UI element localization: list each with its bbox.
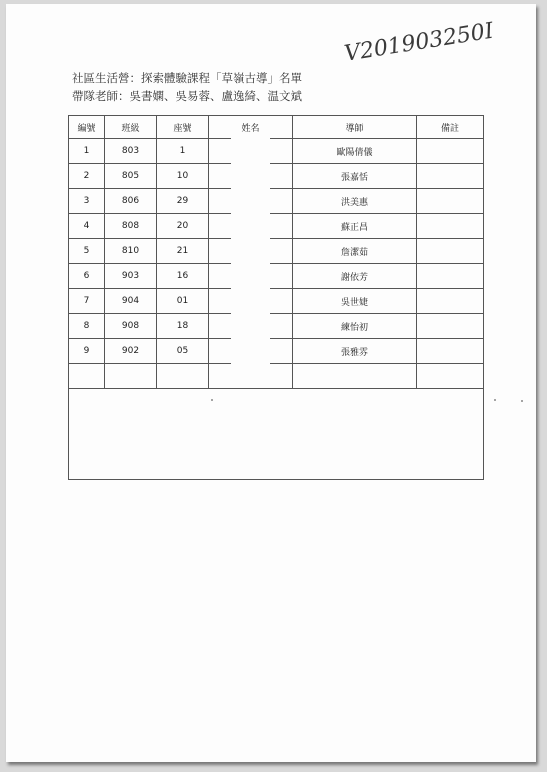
cell-class: 805 [105,164,157,189]
cell-number: 7 [69,289,105,314]
cell-name [209,289,293,314]
cell-empty [417,364,484,389]
cell-name [209,339,293,364]
cell-name [209,239,293,264]
cell-tutor: 蘇正昌 [293,214,417,239]
cell-tutor: 謝依芳 [293,264,417,289]
redaction-mask [231,238,270,264]
table-row [69,264,484,289]
cell-seat: 16 [157,264,209,289]
cell-seat: 05 [157,339,209,364]
column-header-tutor: 導師 [293,116,417,139]
table-row [69,139,484,164]
cell-note [417,189,484,214]
table-header-row [69,116,484,139]
cell-class: 903 [105,264,157,289]
table-row [69,239,484,264]
cell-empty [209,364,293,389]
cell-name [209,139,293,164]
cell-seat: 1 [157,139,209,164]
lead-teachers: 帶隊老師：吳書嫻、吳易蓉、盧逸綺、温文斌 [72,89,302,103]
cell-number: 4 [69,214,105,239]
cell-tutor: 練怡初 [293,314,417,339]
table-row [69,189,484,214]
cell-note [417,239,484,264]
cell-class: 908 [105,314,157,339]
handwritten-code-graphic [341,18,496,67]
handwritten-code [341,18,496,67]
redaction-mask [231,288,270,314]
cell-class: 904 [105,289,157,314]
document-title: 社區生活營：探索體驗課程「草嶺古導」名單 [72,71,302,85]
cell-tutor: 詹潔茹 [293,239,417,264]
cell-class: 806 [105,189,157,214]
cell-class: 810 [105,239,157,264]
cell-name [209,164,293,189]
table-footer-area [69,389,484,480]
cell-empty [157,364,209,389]
redaction-mask [231,313,270,339]
redaction-mask [231,263,270,289]
document-page [6,4,536,762]
redaction-mask [231,138,270,164]
redaction-mask [231,163,270,189]
redaction-mask [231,188,270,214]
table-row [69,289,484,314]
redaction-mask [231,213,270,239]
table-row-empty [69,364,484,389]
cell-name [209,314,293,339]
column-header-note: 備註 [417,116,484,139]
cell-number: 6 [69,264,105,289]
cell-seat: 01 [157,289,209,314]
cell-seat: 20 [157,214,209,239]
cell-tutor: 歐陽倩儀 [293,139,417,164]
table-row [69,314,484,339]
cell-note [417,264,484,289]
cell-number: 1 [69,139,105,164]
cell-class: 803 [105,139,157,164]
cell-empty [105,364,157,389]
cell-number: 3 [69,189,105,214]
cell-number: 9 [69,339,105,364]
scan-speck [494,399,496,401]
cell-tutor: 張嘉恬 [293,164,417,189]
handwritten-code-text: V201903250I [342,18,496,67]
table-row [69,214,484,239]
cell-seat: 29 [157,189,209,214]
cell-note [417,139,484,164]
cell-note [417,214,484,239]
cell-tutor: 吳世婕 [293,289,417,314]
cell-note [417,339,484,364]
cell-number: 2 [69,164,105,189]
cell-class: 808 [105,214,157,239]
cell-note [417,164,484,189]
cell-seat: 21 [157,239,209,264]
cell-class: 902 [105,339,157,364]
scan-speck [521,400,523,402]
cell-empty [69,364,105,389]
document-header [72,69,302,105]
cell-tutor: 張雅雰 [293,339,417,364]
table-body [69,139,484,480]
table-row [69,339,484,364]
column-header-number: 編號 [69,116,105,139]
roster-table [68,115,484,480]
cell-tutor: 洪美惠 [293,189,417,214]
cell-seat: 18 [157,314,209,339]
redaction-mask [231,338,270,364]
table-row [69,164,484,189]
column-header-name: 姓名 [209,116,293,139]
cell-note [417,314,484,339]
cell-empty [293,364,417,389]
cell-name [209,214,293,239]
column-header-seat: 座號 [157,116,209,139]
cell-number: 8 [69,314,105,339]
scan-speck [211,399,213,401]
cell-seat: 10 [157,164,209,189]
cell-name [209,264,293,289]
column-header-class: 班級 [105,116,157,139]
cell-name [209,189,293,214]
cell-note [417,289,484,314]
cell-empty-footer [69,389,484,480]
cell-number: 5 [69,239,105,264]
